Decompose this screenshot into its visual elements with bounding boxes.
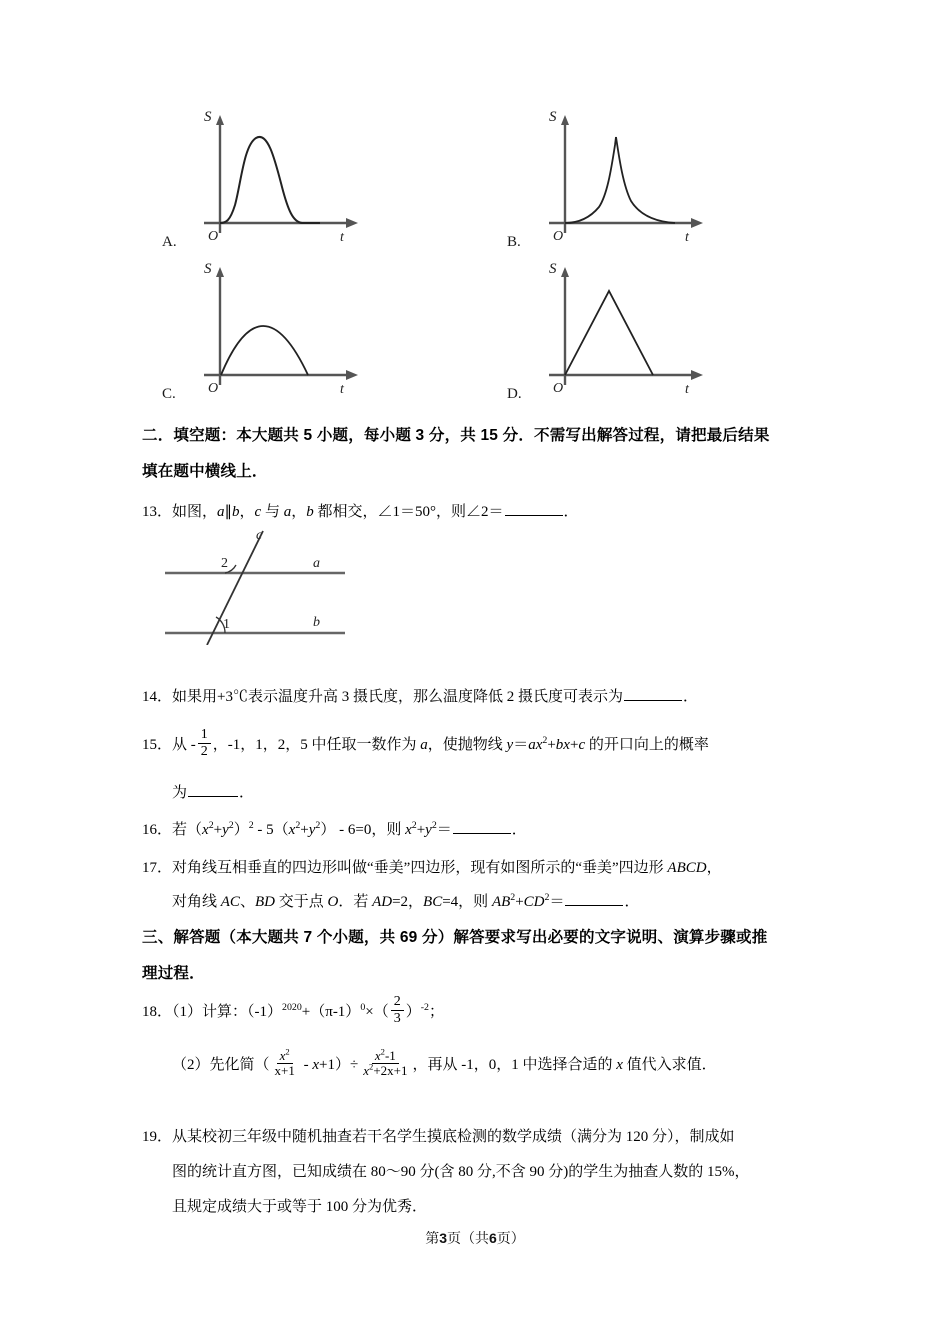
svg-text:S: S — [549, 109, 557, 125]
q18-part2-label: （2）先化简（ — [172, 1057, 270, 1073]
q15-eq-equals: ＝ — [513, 737, 529, 753]
q15-eq-x: x — [535, 737, 543, 753]
q16-sup2: 2 — [228, 820, 234, 831]
graph-b-sharp-spike — [535, 105, 725, 245]
q15-eq-a: a — [528, 737, 536, 753]
q15-text-c: ，使抛物线 — [427, 737, 507, 753]
graph-a-bell-hump — [190, 105, 380, 245]
q18-part2-f2-num-sup: 2 — [380, 1047, 385, 1058]
q16-sup4: 2 — [295, 820, 301, 831]
q16-equals: ＝ — [436, 822, 452, 838]
q17-number: 17． — [142, 860, 173, 876]
label-angle-1: 1 — [223, 617, 230, 632]
q18-part2-fraction-2 — [360, 1049, 410, 1078]
footer-total-pages: 6 — [489, 1230, 497, 1246]
q15-answer-blank[interactable] — [188, 783, 238, 797]
q18-part2-f1-num-sup: 2 — [285, 1047, 290, 1058]
choice-letter-c: C. — [162, 386, 176, 402]
q17-equals: ＝ — [549, 894, 565, 910]
q18-part2-f1-num — [277, 1049, 293, 1064]
q16-x2: x — [288, 822, 296, 838]
q17-line2-e: =2， — [392, 894, 424, 910]
q14-text: 如果用+3℃表示温度升高 3 摄氏度，那么温度降低 2 摄氏度可表示为 — [172, 689, 623, 705]
svg-text:S: S — [204, 109, 212, 125]
q17-answer-blank[interactable] — [565, 892, 623, 906]
q17-line2-a: 对角线 — [172, 894, 221, 910]
svg-text:O: O — [208, 229, 219, 244]
q18-part1-fraction-two-thirds — [391, 995, 404, 1026]
q18-part2-fraction-1 — [272, 1049, 298, 1078]
q18-part2-f2-den-sup: 2 — [369, 1061, 374, 1072]
choice-letter-d: D. — [507, 386, 522, 402]
q13-number: 13． — [142, 504, 173, 520]
q18-part1-times: ×（ — [365, 1004, 389, 1020]
q15-eq-x2: x — [563, 737, 570, 753]
q18-part1-frac-num: 2 — [391, 995, 404, 1011]
svg-text:t: t — [340, 230, 344, 245]
q13-var-a2: a — [283, 504, 292, 520]
q15-eq-plus2: + — [569, 737, 579, 753]
choice-option-b[interactable] — [485, 105, 815, 253]
q17-diag-ac: AC — [220, 894, 240, 910]
q14-number: 14． — [142, 689, 173, 705]
q15-fraction-one-half — [198, 728, 211, 759]
graph-d-triangle — [535, 257, 725, 397]
question-19-line2: 图的统计直方图，已知成绩在 80～90 分(含 80 分,不含 90 分)的学生为抽查人数的 15%， — [172, 1164, 750, 1180]
q16-period: ． — [511, 822, 527, 838]
q17-line2-b: 、 — [239, 894, 255, 910]
q13-answer-blank[interactable] — [505, 502, 563, 516]
choice-letter-a: A. — [162, 234, 177, 250]
q16-plus3: + — [416, 822, 426, 838]
q16-text-a: 若（ — [172, 822, 203, 838]
q13-var-b: b — [232, 504, 240, 520]
footer-middle: 页（共 — [447, 1230, 489, 1246]
page-footer — [0, 1228, 950, 1248]
label-line-a: a — [313, 556, 320, 571]
q15-eq-c: c — [578, 737, 586, 753]
q13-var-c: c — [254, 504, 262, 520]
question-17-line2 — [172, 885, 639, 919]
q17-quad-abcd: ABCD — [667, 860, 707, 876]
q13-var-b2: b — [306, 504, 314, 520]
label-angle-2: 2 — [221, 556, 228, 571]
q17-line2-d: ．若 — [338, 894, 373, 910]
q17-diag-bd: BD — [254, 894, 275, 910]
q13-text-c: 与 — [261, 504, 284, 520]
q18-part2-x: x — [312, 1057, 320, 1073]
q13-period: ． — [563, 504, 579, 520]
q16-text-c: - 5（ — [253, 822, 289, 838]
q18-part1-plus: +（π-1） — [301, 1004, 361, 1020]
q17-plus: + — [515, 894, 524, 910]
q14-answer-blank[interactable] — [624, 687, 682, 701]
question-14 — [142, 680, 698, 714]
q18-part1-semicolon: ； — [428, 1004, 444, 1020]
q16-sup6: 2 — [411, 820, 417, 831]
q18-part1-frac-den: 3 — [393, 1011, 401, 1027]
svg-text:t: t — [685, 382, 689, 397]
graph-c-parabolic-arch — [190, 257, 380, 397]
q19-number: 19． — [142, 1129, 173, 1145]
choice-graph-grid — [140, 105, 820, 405]
svg-text:S: S — [204, 261, 212, 277]
q17-line1-a: 对角线互相垂直的四边形叫做“垂美”四边形，现有如图所示的“垂美”四边形 — [172, 860, 668, 876]
parallel-lines-diagram — [155, 525, 385, 645]
q17-seg-bc: BC — [423, 894, 443, 910]
q18-part2-f2-den-rest: +2x+1 — [373, 1063, 408, 1079]
q17-sup-cd: 2 — [544, 892, 550, 903]
q16-number: 16． — [142, 822, 173, 838]
q15-text-a: 从 - — [172, 737, 196, 753]
q16-x3: x — [405, 822, 412, 838]
q13-geometry-figure — [155, 525, 385, 645]
q17-sup-ab: 2 — [510, 892, 516, 903]
q17-seg-ab: AB — [491, 894, 511, 910]
section-2-heading-line1: 二．填空题：本大题共 5 小题，每小题 3 分，共 15 分．不需写出解答过程，请把最后结果 — [142, 427, 770, 444]
q18-part2-var-x: x — [616, 1057, 623, 1073]
q13-text-e: 都相交，∠1＝50°，则∠2＝ — [313, 504, 504, 520]
q18-part2-divide: ÷ — [350, 1057, 359, 1073]
q18-part2-plus1: +1） — [319, 1057, 350, 1073]
q18-part1-base1: （-1） — [247, 1004, 283, 1020]
question-17-line1 — [142, 851, 722, 885]
q13-var-a: a — [217, 504, 225, 520]
svg-text:t: t — [340, 382, 344, 397]
label-line-c: c — [256, 528, 263, 543]
svg-text:O: O — [208, 381, 219, 396]
q18-part2-tail-b: 值代入求值． — [622, 1057, 717, 1073]
question-15-line2 — [172, 776, 254, 810]
question-19-line1 — [142, 1120, 735, 1154]
q15-frac-numerator: 1 — [198, 728, 211, 744]
q18-part2-minus: - — [299, 1057, 313, 1073]
section-2-heading-line2: 填在题中横线上． — [142, 463, 268, 480]
q16-sup7: 2 — [431, 820, 437, 831]
q17-line2-c: 交于点 — [274, 894, 328, 910]
choice-option-c[interactable] — [140, 257, 470, 405]
q16-sup1: 2 — [208, 820, 214, 831]
q15-frac-denominator: 2 — [200, 744, 208, 760]
q16-sup3: 2 — [248, 820, 254, 831]
q18-part1-exp-neg2: -2 — [420, 1002, 429, 1013]
q17-line2-f: =4，则 — [442, 894, 492, 910]
q17-seg-cd: CD — [523, 894, 545, 910]
q15-text-b: ，-1，1，2，5 中任取一数作为 — [212, 737, 421, 753]
q16-x1: x — [202, 822, 209, 838]
q19-text-line1: 从某校初三年级中随机抽查若干名学生摸底检测的数学成绩（满分为 120 分），制成如 — [172, 1129, 735, 1145]
q16-plus2: + — [300, 822, 309, 838]
footer-prefix: 第 — [425, 1230, 440, 1246]
q18-part1-exp-0: 0 — [360, 1002, 366, 1013]
question-13 — [142, 495, 579, 529]
question-18-part1 — [142, 995, 444, 1029]
choice-letter-b: B. — [507, 234, 521, 250]
q16-plus1: + — [213, 822, 223, 838]
q15-eq-y: y — [506, 737, 514, 753]
q16-answer-blank[interactable] — [453, 820, 511, 834]
question-19-line3: 且规定成绩大于或等于 100 分为优秀． — [172, 1199, 428, 1215]
q15-eq-b: b — [555, 737, 564, 753]
q13-text-a: 如图， — [172, 504, 218, 520]
q18-number: 18． — [142, 1004, 173, 1020]
svg-text:t: t — [685, 230, 689, 245]
q18-part2-f2-num — [372, 1049, 399, 1064]
section-3-heading-line1: 三、解答题（本大题共 7 个小题，共 69 分）解答要求写出必要的文字说明、演算步骤或推 — [142, 929, 768, 946]
q16-y3: y — [425, 822, 432, 838]
q16-y2: y — [308, 822, 316, 838]
svg-text:O: O — [553, 381, 564, 396]
question-18-part2 — [172, 1048, 717, 1082]
q15-text-d: 的开口向上的概率 — [585, 737, 709, 753]
q16-y1: y — [222, 822, 229, 838]
q13-parallel-symbol: ∥ — [224, 504, 233, 520]
q17-seg-ad: AD — [372, 894, 393, 910]
q15-var-a: a — [420, 737, 428, 753]
q13-text-b: ， — [239, 504, 255, 520]
q15-text-e: 为 — [172, 785, 188, 801]
q15-period: ． — [239, 785, 255, 801]
section-3-heading-line2: 理过程． — [142, 965, 205, 982]
choice-option-a[interactable] — [140, 105, 470, 253]
footer-suffix: 页） — [496, 1230, 525, 1246]
q18-part2-f1-den: x+1 — [274, 1063, 295, 1079]
q18-part2-f2-den-x: x — [363, 1063, 370, 1079]
q15-eq-exponent: 2 — [542, 735, 548, 746]
q16-text-b: ） — [233, 822, 249, 838]
q18-part2-f2-num-x: x — [374, 1048, 381, 1064]
choice-option-d[interactable] — [485, 257, 815, 405]
q18-part1-label: （1）计算： — [172, 1004, 248, 1020]
q14-period: ． — [682, 689, 698, 705]
label-line-b: b — [313, 615, 320, 630]
q18-part1-close: ） — [405, 1004, 421, 1020]
svg-text:S: S — [549, 261, 557, 277]
q18-part2-f2-den — [360, 1061, 410, 1079]
q18-part2-f2-num-rest: -1 — [384, 1048, 396, 1064]
q17-line1-b: ， — [706, 860, 722, 876]
q15-eq-plus1: + — [547, 737, 556, 753]
q18-part1-exp-2020: 2020 — [282, 1002, 302, 1013]
q18-part2-f1-num-x: x — [279, 1048, 286, 1064]
q16-text-d: ） - 6=0，则 — [320, 822, 406, 838]
svg-text:O: O — [553, 229, 564, 244]
q17-point-o: O — [327, 894, 339, 910]
q17-period: ． — [624, 894, 640, 910]
question-16 — [142, 813, 527, 847]
q16-sup5: 2 — [315, 820, 321, 831]
footer-current-page: 3 — [439, 1230, 447, 1246]
q15-number: 15． — [142, 737, 173, 753]
q13-text-d: ， — [291, 504, 307, 520]
question-15 — [142, 728, 832, 762]
q18-part2-tail-a: ，再从 -1，0，1 中选择合适的 — [412, 1057, 617, 1073]
